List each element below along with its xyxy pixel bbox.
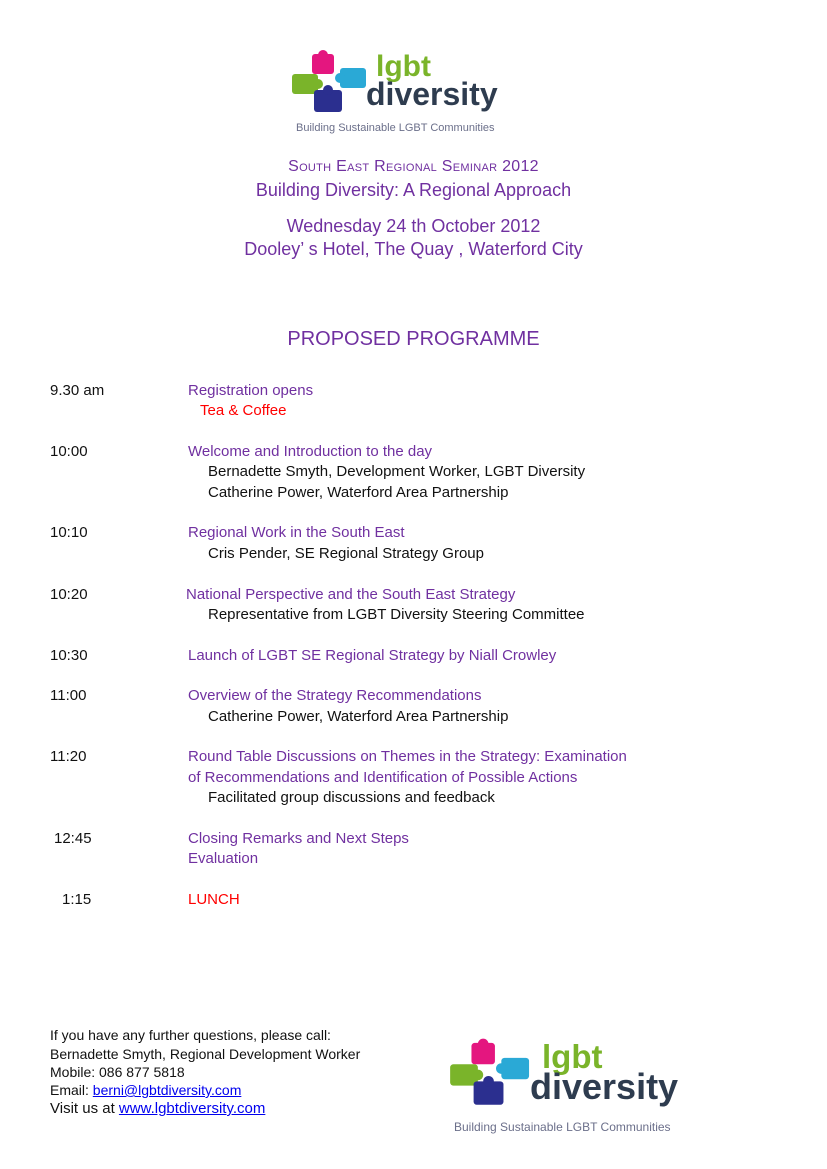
programme-title: Overview of the Strategy Recommendations: [188, 687, 482, 704]
logo-word-diversity: diversity: [530, 1066, 679, 1107]
programme-heading: PROPOSED PROGRAMME: [287, 328, 540, 350]
logo-word-diversity: diversity: [366, 76, 498, 112]
programme-title-continued: Evaluation: [188, 850, 259, 867]
programme-detail: Catherine Power, Waterford Area Partnership: [208, 708, 509, 725]
footer-website-line: [50, 1100, 265, 1117]
logo-tagline: Building Sustainable LGBT Communities: [296, 122, 495, 134]
programme-time: 1:15: [62, 891, 92, 908]
logo-word-lgbt: lgbt: [376, 50, 431, 83]
logo-tagline: Building Sustainable LGBT Communities: [454, 1120, 671, 1134]
email-link[interactable]: berni@lgbtdiversity.com: [92, 1082, 242, 1098]
programme-detail: Representative from LGBT Diversity Steering Committee: [208, 606, 585, 623]
programme-detail: Facilitated group discussions and feedback: [208, 789, 495, 806]
programme-detail: Cris Pender, SE Regional Strategy Group: [208, 545, 484, 562]
programme-title: Round Table Discussions on Themes in the Strategy: Examination: [188, 748, 627, 765]
programme-title-lunch: LUNCH: [188, 891, 240, 908]
footer-email-line: [50, 1082, 241, 1098]
programme-title: Registration opens: [188, 382, 314, 399]
header-logo: [290, 50, 550, 140]
programme-time: 11:20: [50, 748, 87, 765]
seminar-subtitle: Building Diversity: A Regional Approach: [255, 180, 572, 200]
programme-title: Regional Work in the South East: [188, 524, 405, 541]
programme-title: Welcome and Introduction to the day: [188, 443, 433, 460]
programme-time: 9.30 am: [50, 382, 105, 399]
programme-title: Closing Remarks and Next Steps: [188, 830, 409, 847]
footer-line: If you have any further questions, please call:: [50, 1027, 331, 1043]
programme-detail: Bernadette Smyth, Development Worker, LGBT Diversity: [208, 463, 586, 480]
programme-time: 11:00: [50, 687, 87, 704]
programme-time: 10:10: [50, 524, 88, 541]
programme-time: 10:20: [50, 586, 88, 603]
programme-detail: Catherine Power, Waterford Area Partnership: [208, 484, 509, 501]
seminar-title-text: South East Regional Seminar 2012: [288, 158, 539, 175]
programme-title: National Perspective and the South East Strategy: [186, 586, 516, 603]
programme-detail: Tea & Coffee: [200, 402, 287, 419]
programme-time: 10:00: [50, 443, 88, 460]
email-label: Email:: [50, 1082, 93, 1098]
footer-line: Bernadette Smyth, Regional Development Worker: [50, 1046, 361, 1062]
event-date: Wednesday 24 th October 2012: [286, 216, 541, 236]
event-venue: Dooley’ s Hotel, The Quay , Waterford City: [244, 239, 583, 259]
programme-time: 10:30: [50, 647, 88, 664]
website-link[interactable]: www.lgbtdiversity.com: [118, 1100, 266, 1117]
footer-line: Mobile: 086 877 5818: [50, 1064, 185, 1080]
website-label: Visit us at: [50, 1100, 119, 1117]
seminar-title: [0, 158, 827, 176]
programme-time: 12:45: [54, 830, 92, 847]
programme-title: Launch of LGBT SE Regional Strategy by Niall Crowley: [188, 647, 557, 664]
programme-title-continued: of Recommendations and Identification of Possible Actions: [188, 769, 578, 786]
logo-word-lgbt: lgbt: [542, 1038, 603, 1075]
footer-logo: [448, 1038, 728, 1138]
